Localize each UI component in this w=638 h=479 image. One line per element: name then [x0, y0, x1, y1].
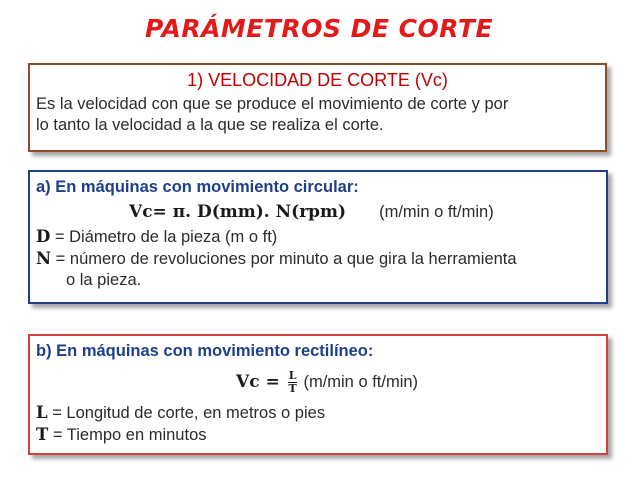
section-heading: 1) VELOCIDAD DE CORTE (Vc)	[187, 70, 448, 90]
d-symbol: D	[36, 227, 51, 246]
rectilinear-formula-lhs: Vc =	[236, 371, 280, 392]
rectilinear-motion-box	[28, 334, 608, 455]
definition-line-1: Es la velocidad con que se produce el movimiento de corte y por	[36, 95, 509, 113]
l-definition	[36, 402, 600, 424]
d-definition	[36, 226, 600, 248]
rectilinear-formula-row	[36, 362, 600, 402]
circular-units: (m/min o ft/min)	[379, 203, 494, 221]
circular-motion-box	[28, 170, 608, 304]
t-text: = Tiempo en minutos	[48, 426, 207, 444]
circular-heading: a) En máquinas con movimiento circular:	[36, 178, 359, 196]
definition-line-2: lo tanto la velocidad a la que se realiza el corte.	[36, 116, 384, 134]
circular-formula-row	[36, 198, 600, 226]
fraction-numerator: L	[288, 368, 297, 382]
fraction-denominator: T	[288, 381, 297, 395]
n-symbol: N	[36, 249, 52, 268]
n-definition	[36, 248, 600, 270]
page-title: PARÁMETROS DE CORTE	[144, 14, 494, 43]
t-symbol: T	[36, 425, 49, 444]
velocidad-de-corte-box	[28, 63, 607, 152]
t-definition	[36, 424, 600, 446]
rectilinear-heading: b) En máquinas con movimiento rectilíneo:	[36, 342, 374, 360]
n-text: = número de revoluciones por minuto a que gira la herramienta	[51, 250, 517, 268]
circular-formula: Vc= π. D(mm). N(rpm)	[129, 202, 347, 222]
l-symbol: L	[36, 403, 48, 422]
n-definition-cont: o la pieza.	[66, 271, 142, 289]
rectilinear-units: (m/min o ft/min)	[303, 372, 419, 391]
d-text: = Diámetro de la pieza (m o ft)	[50, 228, 278, 246]
l-text: = Longitud de corte, en metros o pies	[47, 404, 326, 422]
fraction	[288, 370, 298, 395]
